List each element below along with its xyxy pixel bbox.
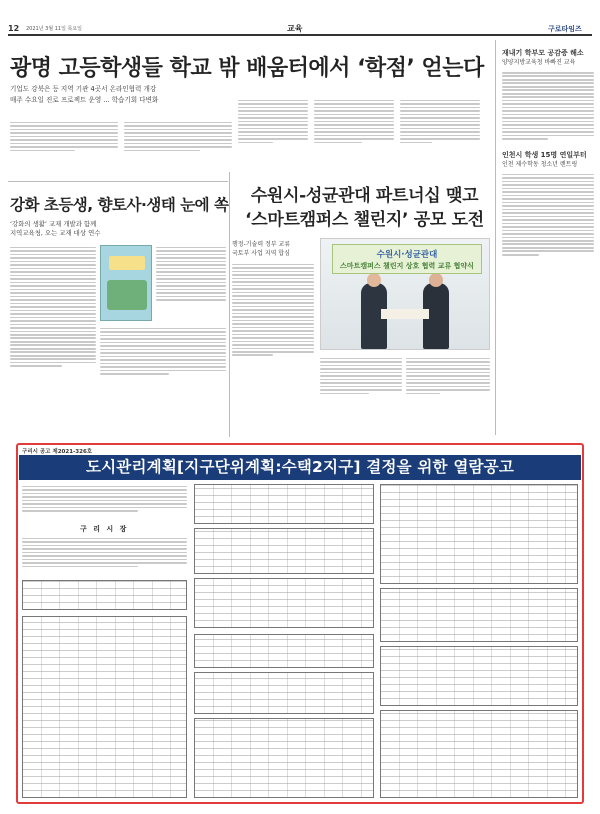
- article-2-body-col-1: [10, 245, 96, 369]
- section-title: 교육: [287, 24, 303, 33]
- side-column: [502, 48, 594, 257]
- article-2-body-col-2: [156, 245, 226, 303]
- notice-table-9: [380, 484, 578, 584]
- ceremony-banner: [332, 244, 482, 274]
- article-divider: [8, 181, 228, 182]
- notice-table-11: [380, 646, 578, 706]
- main-body-col-4: [314, 98, 394, 145]
- article-2-headline: 강화 초등생, 향토사·생태 눈에 쏙: [10, 196, 229, 214]
- notice-details-text: [22, 536, 187, 569]
- side-item-2-title: 인천시 학생 15명 연일부터: [502, 150, 587, 159]
- issue-date: 2021년 3월 11일 목요일: [26, 26, 83, 32]
- notice-table-4: [194, 528, 374, 574]
- article-3-headline: [237, 184, 492, 232]
- article-3-body-col-3: [406, 356, 490, 396]
- article-3-headline-2: ‘스마트캠퍼스 챌린지’ 공모 도전: [245, 210, 484, 230]
- main-subhead-1: 기업도 강북은 등 지역 기관 4곳서 온라인협력 개강: [10, 85, 157, 93]
- notice-table-10: [380, 588, 578, 642]
- side-item-1-sub: 양양지방교육청 바빠진 교육: [502, 59, 576, 66]
- main-body-col-2: [124, 120, 232, 153]
- main-headline: 광명 고등학생들 학교 밖 배움터에서 ‘학점’ 얻는다: [10, 56, 484, 81]
- side-column-divider: [495, 40, 496, 435]
- banner-line-2: 스마트캠퍼스 챌린지 상호 협력 교류 협약식: [340, 262, 474, 270]
- notice-intro-text: [22, 484, 187, 514]
- main-body-col-5: [400, 98, 480, 145]
- notice-table-12: [380, 710, 578, 798]
- notice-table-3: [194, 484, 374, 524]
- banner-line-1: 수원시·성균관대: [376, 250, 438, 260]
- textbook-cover-image: [100, 245, 152, 321]
- notice-table-1: [22, 580, 187, 610]
- side-item-2-sub: 인천 제수학동 청소년 렌트링: [502, 160, 578, 168]
- main-body-col-1: [10, 120, 118, 153]
- main-subhead-2: 매주 수요일 진로 프로젝트 운영 ... 학습기회 다변화: [10, 96, 159, 104]
- newspaper-brand: 구로타임즈: [548, 25, 582, 33]
- side-item-1-title: 재내기 학부모 공감증 해소: [502, 49, 584, 57]
- article-2-subhead: [10, 220, 100, 238]
- article-3-headline-1: 수원시-성균관대 파트너십 맺고: [250, 186, 479, 206]
- notice-table-5: [194, 578, 374, 628]
- vertical-divider: [229, 172, 230, 437]
- article-2-subhead-1: ‘강화의 생활’ 교재 개발과 함께: [10, 220, 97, 228]
- article-2-body-col-3: [100, 326, 226, 377]
- article-3-body-col-2: [320, 356, 402, 396]
- page-header: [0, 0, 600, 34]
- notice-table-7: [194, 672, 374, 714]
- main-body-col-3: [238, 98, 308, 145]
- notice-table-6: [194, 634, 374, 668]
- notice-table-8: [194, 718, 374, 798]
- notice-table-2: [22, 616, 187, 798]
- article-2-subhead-2: 지역교육청, 오는 교재 대상 연수: [10, 229, 101, 237]
- article-3-subhead-2: 국토부 사업 지역 합심: [232, 250, 290, 257]
- article-3-subhead: [232, 240, 290, 258]
- page-number: 12: [8, 24, 20, 33]
- notice-city-label: 구 리 시 장: [80, 525, 129, 533]
- article-3-subhead-1: 행정-기술력 정부 교류: [232, 241, 291, 248]
- header-divider: [8, 34, 592, 36]
- notice-tag: 구리시 공고 제2021-326호: [22, 449, 93, 455]
- notice-title: 도시관리계획[지구단위계획:수택2지구] 결정을 위한 열람공고: [19, 455, 581, 480]
- article-3-body-col-1: [232, 262, 314, 358]
